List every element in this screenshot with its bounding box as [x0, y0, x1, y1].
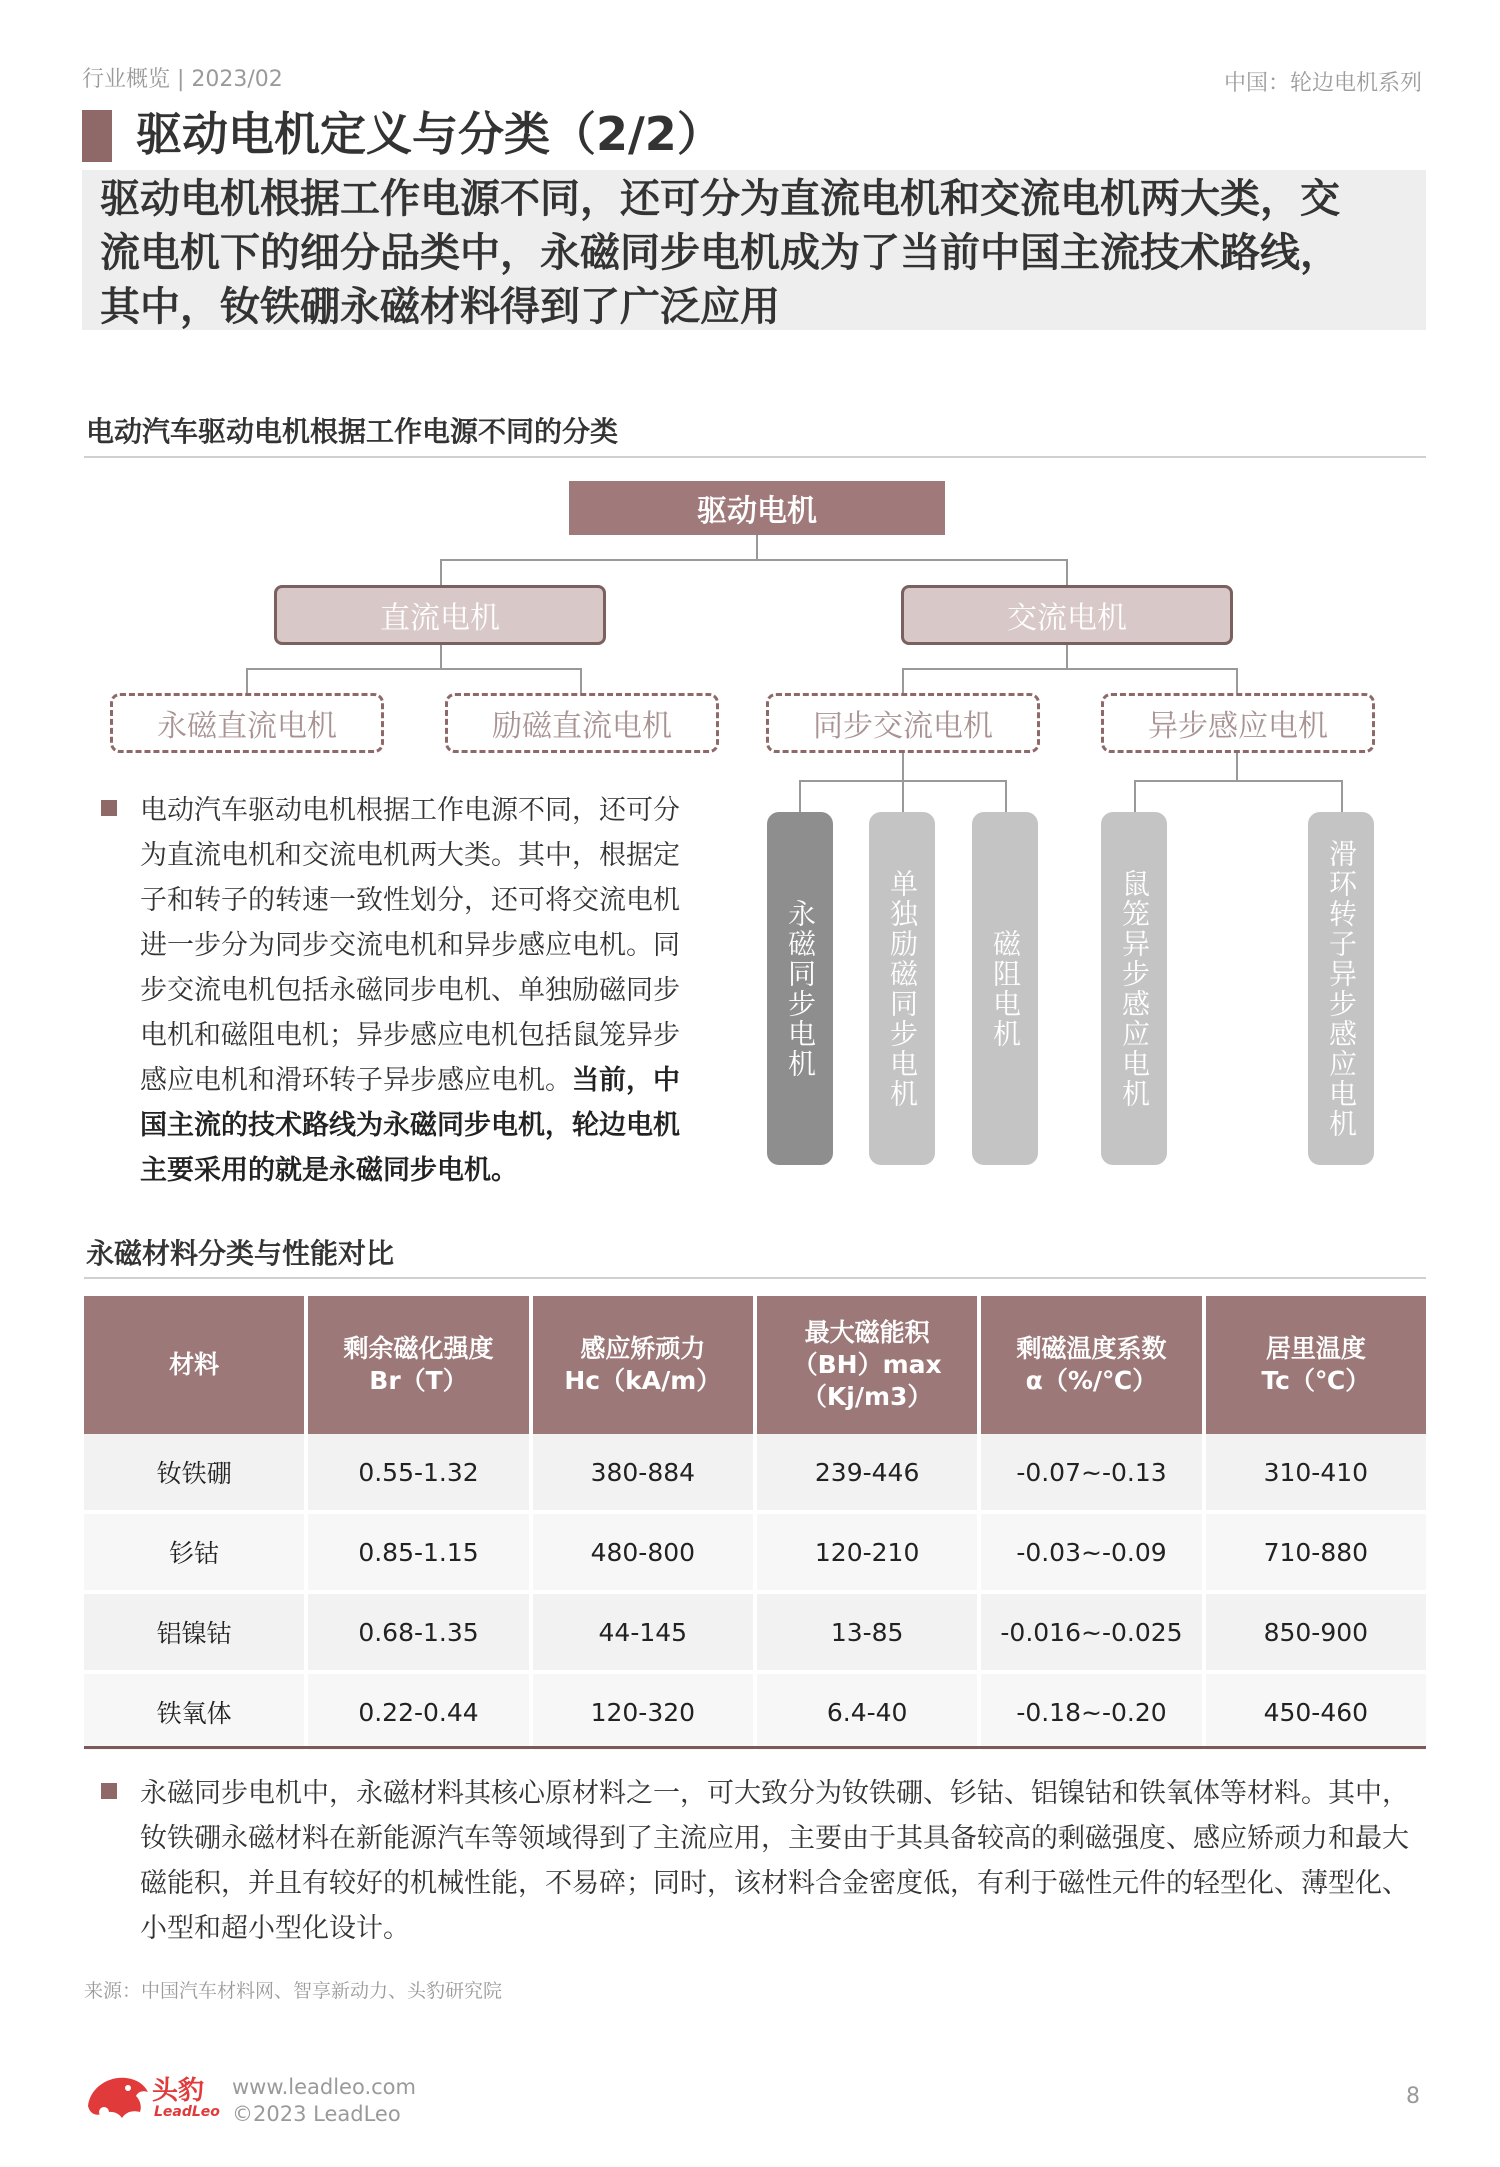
tree-node-sync-ac-motor: 同步交流电机 — [766, 693, 1040, 753]
section-title-classification: 电动汽车驱动电机根据工作电源不同的分类 — [86, 415, 619, 448]
tree-leaf-squirrel-cage — [1101, 812, 1167, 1165]
table-cell: 0.68-1.35 — [308, 1594, 528, 1674]
source-note: 来源：中国汽车材料网、智享新动力、头豹研究院 — [84, 1980, 503, 2002]
table-cell: 380-884 — [533, 1434, 753, 1514]
connector — [1066, 645, 1068, 669]
table-cell: 0.55-1.32 — [308, 1434, 528, 1514]
leadleo-logo — [82, 2066, 222, 2130]
tree-node-ac-motor: 交流电机 — [901, 585, 1233, 645]
connector — [902, 668, 904, 694]
connector — [440, 559, 1068, 561]
table-cell: 239-446 — [757, 1434, 977, 1514]
tree-node-async-induction-motor: 异步感应电机 — [1101, 693, 1375, 753]
connector — [1134, 780, 1136, 812]
tree-leaf-reluctance — [972, 812, 1038, 1165]
header-line: Br（T） — [369, 1366, 468, 1395]
connector — [1005, 780, 1007, 812]
connector — [902, 668, 1238, 670]
header-line: 感应矫顽力 — [580, 1334, 706, 1363]
tree-node-pm-dc-motor: 永磁直流电机 — [110, 693, 384, 753]
tree-leaf-pmsm — [767, 812, 833, 1165]
table-bottom-rule — [84, 1746, 1426, 1749]
description-emphasis: 当前，中国主流的技术路线为永磁同步电机，轮边电机主要采用的就是永磁同步电机。 — [140, 1065, 680, 1186]
table-cell: 0.22-0.44 — [308, 1674, 528, 1754]
table-cell: 480-800 — [533, 1514, 753, 1594]
table-row — [84, 1674, 1426, 1754]
connector — [1236, 668, 1238, 694]
column-header-material — [84, 1296, 304, 1434]
header-line: 剩磁温度系数 — [1016, 1334, 1167, 1363]
table-header-row — [84, 1296, 1426, 1434]
header-category: 行业概览 | 2023/02 — [82, 67, 283, 92]
connector — [756, 535, 758, 560]
tree-node-dc-motor: 直流电机 — [274, 585, 606, 645]
bullet-marker — [101, 800, 117, 816]
classification-description — [140, 788, 700, 1193]
connector — [1341, 780, 1343, 812]
section-divider — [84, 456, 1426, 458]
header-line: 居里温度 — [1265, 1334, 1366, 1363]
table-cell: -0.07~-0.13 — [981, 1434, 1201, 1514]
connector — [440, 559, 442, 585]
header-line: （BH）max — [792, 1350, 942, 1379]
table-cell: 6.4-40 — [757, 1674, 977, 1754]
tree-leaf-label: 磁阻电机 — [989, 928, 1022, 1049]
table-cell: 710-880 — [1206, 1514, 1426, 1594]
table-cell: -0.18~-0.20 — [981, 1674, 1201, 1754]
table-row — [84, 1434, 1426, 1514]
tree-leaf-label: 永磁同步电机 — [784, 898, 817, 1079]
leopard-icon — [82, 2066, 152, 2126]
tree-leaf-label: 单独励磁同步电机 — [886, 868, 919, 1109]
connector — [1236, 753, 1238, 781]
page-number: 8 — [1406, 2084, 1420, 2109]
table-cell: 0.85-1.15 — [308, 1514, 528, 1594]
brand-cn: 头豹 — [152, 2076, 205, 2106]
tree-leaf-label: 鼠笼异步感应电机 — [1118, 868, 1151, 1109]
table-cell: 钕铁硼 — [84, 1434, 304, 1514]
table-cell: 44-145 — [533, 1594, 753, 1674]
tree-root-drive-motor: 驱动电机 — [569, 481, 945, 535]
title-accent-bar — [82, 110, 112, 162]
materials-table — [80, 1296, 1430, 1754]
tree-leaf-slip-ring — [1308, 812, 1374, 1165]
connector — [1134, 780, 1343, 782]
column-header-br — [308, 1296, 528, 1434]
connector — [902, 780, 904, 812]
brand-en: LeadLeo — [154, 2104, 220, 2120]
column-header-tc — [1206, 1296, 1426, 1434]
table-cell: 120-320 — [533, 1674, 753, 1754]
table-cell: 850-900 — [1206, 1594, 1426, 1674]
tree-leaf-separately-excited — [869, 812, 935, 1165]
table-cell: 钐钴 — [84, 1514, 304, 1594]
header-line: Hc（kA/m） — [564, 1366, 722, 1395]
page-title: 驱动电机定义与分类（2/2） — [136, 107, 723, 161]
table-cell: 310-410 — [1206, 1434, 1426, 1514]
description-text: 电动汽车驱动电机根据工作电源不同，还可分为直流电机和交流电机两大类。其中，根据定子和转子的转速一致性划分，还可将交流电机进一步分为同步交流电机和异步感应电机。同步交流电机包括永磁同步电机、单独励磁同步电机和磁阻电机；异步感应电机包括鼠笼异步感应电机和滑环转子异步感应电机。 — [140, 795, 680, 1096]
tree-node-excited-dc-motor: 励磁直流电机 — [445, 693, 719, 753]
column-header-bhmax — [757, 1296, 977, 1434]
connector — [440, 645, 442, 669]
connector — [799, 780, 801, 812]
header-line: 剩余磁化强度 — [343, 1334, 494, 1363]
connector — [246, 668, 582, 670]
materials-note: 永磁同步电机中，永磁材料其核心原材料之一，可大致分为钕铁硼、钐钴、铝镍钴和铁氧体等材料。其中，钕铁硼永磁材料在新能源汽车等领域得到了主流应用，主要由于其具备较高的剩磁强度、感应矫顽力和最大磁能积，并且有较好的机械性能，不易碎；同时，该材料合金密度低，有利于磁性元件的轻型化、薄型化、小型和超小型化设计。 — [140, 1778, 1409, 1944]
header-line: （Kj/m3） — [801, 1382, 933, 1411]
copyright: ©2023 LeadLeo — [232, 2102, 401, 2126]
bullet-marker — [101, 1783, 117, 1799]
summary-text: 驱动电机根据工作电源不同，还可分为直流电机和交流电机两大类，交流电机下的细分品类中，永磁同步电机成为了当前中国主流技术路线，其中，钕铁硼永磁材料得到了广泛应用 — [100, 176, 1340, 330]
connector — [902, 753, 904, 781]
column-header-hc — [533, 1296, 753, 1434]
connector — [1066, 559, 1068, 585]
website-url[interactable]: www.leadleo.com — [232, 2075, 416, 2099]
connector — [246, 668, 248, 694]
connector — [580, 668, 582, 694]
table-cell: 450-460 — [1206, 1674, 1426, 1754]
table-cell: -0.016~-0.025 — [981, 1594, 1201, 1674]
header-line: 最大磁能积 — [804, 1318, 930, 1347]
tree-leaf-label: 滑环转子异步感应电机 — [1325, 838, 1358, 1139]
table-cell: -0.03~-0.09 — [981, 1514, 1201, 1594]
table-cell: 铝镍钴 — [84, 1594, 304, 1674]
header-line: Tc（℃） — [1261, 1366, 1371, 1395]
footer-website — [232, 2074, 416, 2128]
header-series: 中国：轮边电机系列 — [1223, 71, 1422, 96]
table-cell: 120-210 — [757, 1514, 977, 1594]
table-cell: 铁氧体 — [84, 1674, 304, 1754]
section-title-materials: 永磁材料分类与性能对比 — [86, 1237, 395, 1270]
table-row — [84, 1594, 1426, 1674]
header-line: α（%/℃） — [1025, 1366, 1158, 1395]
column-header-alpha — [981, 1296, 1201, 1434]
header-line: 材料 — [169, 1350, 220, 1379]
table-cell: 13-85 — [757, 1594, 977, 1674]
section-divider — [84, 1277, 1426, 1279]
table-row — [84, 1514, 1426, 1594]
